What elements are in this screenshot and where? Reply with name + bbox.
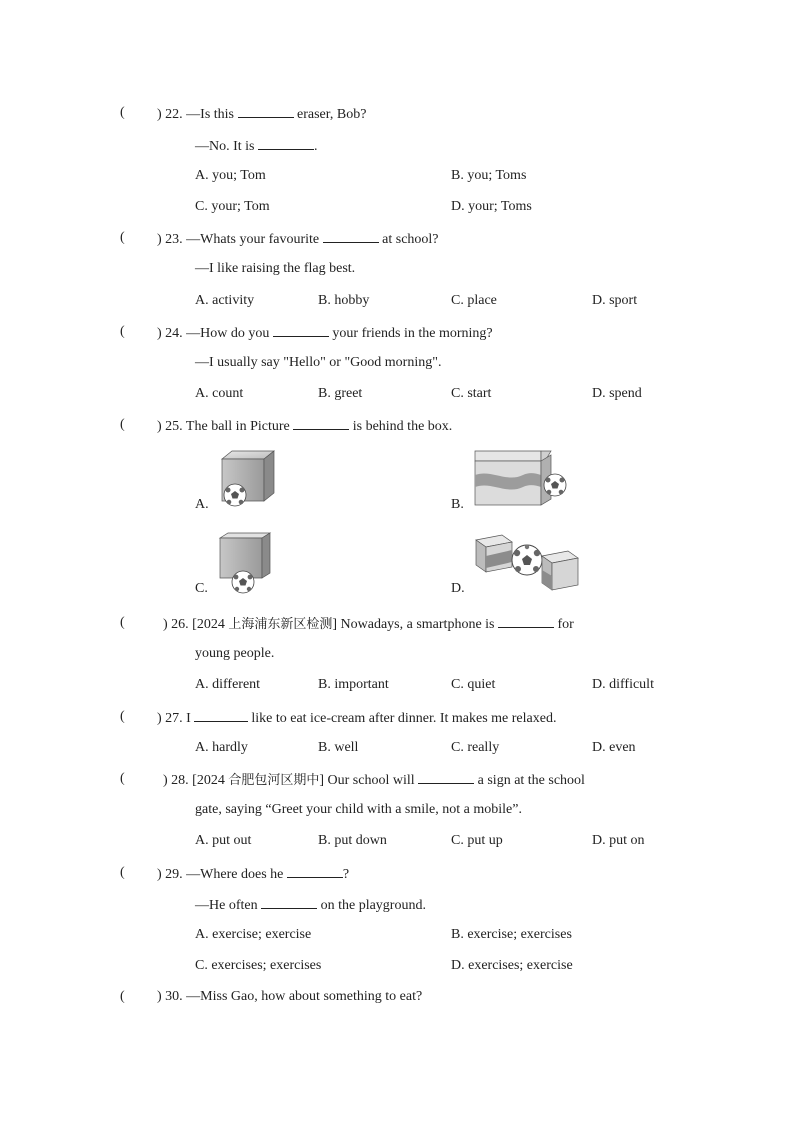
option-b[interactable]: B. hobby: [318, 293, 370, 308]
option-a[interactable]: A. activity: [195, 293, 255, 308]
answer-paren[interactable]: (: [120, 615, 125, 630]
question-continuation: gate, saying “Greet your child with a smile, not a mobile”.: [195, 802, 522, 817]
option-b[interactable]: B. well: [318, 740, 359, 755]
question-number: ) 25.: [157, 419, 183, 434]
answer-blank[interactable]: [261, 895, 317, 909]
source-tag: [192, 773, 324, 788]
question-stem: I: [186, 711, 191, 726]
question-stem: —How do you: [186, 326, 270, 341]
question-stem: like to eat ice-cream after dinner. It makes me relaxed.: [251, 711, 557, 726]
question-25: [157, 416, 452, 436]
question-stem: your friends in the morning?: [332, 326, 493, 341]
answer-paren[interactable]: (: [120, 771, 125, 786]
answer-blank[interactable]: [273, 323, 329, 337]
answer-paren[interactable]: (: [120, 865, 125, 880]
answer-paren[interactable]: (: [120, 417, 125, 432]
question-stem: —Whats your favourite: [186, 232, 320, 247]
option-c[interactable]: C. place: [451, 293, 497, 308]
answer-paren[interactable]: (: [120, 105, 125, 120]
answer-blank[interactable]: [418, 770, 474, 784]
question-number: ) 27.: [157, 711, 183, 726]
option-d[interactable]: D. spend: [592, 386, 642, 401]
answer-paren[interactable]: (: [120, 324, 125, 339]
option-d[interactable]: D.: [451, 581, 465, 596]
question-number: ) 22.: [157, 107, 183, 122]
answer-blank[interactable]: [293, 416, 349, 430]
question-stem: a sign at the school: [477, 773, 585, 788]
question-24: [157, 323, 493, 343]
question-number: ) 28.: [163, 773, 189, 788]
option-c[interactable]: C. your; Tom: [195, 199, 270, 214]
option-a[interactable]: A. hardly: [195, 740, 248, 755]
option-b[interactable]: B. exercise; exercises: [451, 927, 572, 942]
question-number: ) 29.: [157, 867, 183, 882]
option-b[interactable]: B. greet: [318, 386, 363, 401]
question-continuation: young people.: [195, 646, 275, 661]
option-c[interactable]: C. exercises; exercises: [195, 958, 322, 973]
option-d[interactable]: D. put on: [592, 833, 645, 848]
source-tag-bracket: ]: [319, 773, 325, 788]
dialog-punct: .: [314, 139, 318, 154]
question-22-line2: [195, 136, 318, 156]
option-c[interactable]: C.: [195, 581, 208, 596]
question-stem: Nowadays, a smartphone is: [340, 617, 495, 632]
option-d[interactable]: D. your; Toms: [451, 199, 532, 214]
answer-blank[interactable]: [287, 864, 343, 878]
question-stem: for: [557, 617, 574, 632]
option-a[interactable]: A. exercise; exercise: [195, 927, 312, 942]
answer-blank[interactable]: [323, 229, 379, 243]
dialog-line: —No. It is: [195, 139, 255, 154]
answer-blank[interactable]: [258, 136, 314, 150]
picture-a-ball-in-front-of-box-icon[interactable]: [218, 449, 278, 509]
option-d[interactable]: D. sport: [592, 293, 638, 308]
answer-blank[interactable]: [238, 104, 294, 118]
option-d[interactable]: D. exercises; exercise: [451, 958, 573, 973]
dialog-line: on the playground.: [320, 898, 426, 913]
answer-blank[interactable]: [194, 708, 248, 722]
question-stem: eraser, Bob?: [297, 107, 367, 122]
question-number: ) 26.: [163, 617, 189, 632]
question-stem: —Miss Gao, how about something to eat?: [186, 989, 423, 1004]
question-23: [157, 229, 439, 249]
option-c[interactable]: C. put up: [451, 833, 503, 848]
question-27: [157, 708, 556, 728]
option-b[interactable]: B. you; Toms: [451, 168, 527, 183]
dialog-line: —I like raising the flag best.: [195, 261, 356, 276]
question-stem: ?: [342, 867, 350, 882]
answer-paren[interactable]: (: [120, 989, 125, 1004]
question-number: ) 30.: [157, 989, 183, 1004]
answer-blank[interactable]: [498, 614, 554, 628]
source-tag-year: [2024: [192, 617, 225, 632]
option-c[interactable]: C. quiet: [451, 677, 496, 692]
option-d[interactable]: D. difficult: [592, 677, 654, 692]
picture-b-ball-beside-box-icon[interactable]: [471, 449, 571, 509]
question-29-line2: [195, 895, 426, 915]
dialog-line: —He often: [195, 898, 258, 913]
option-a[interactable]: A. put out: [195, 833, 252, 848]
question-22: [157, 104, 366, 124]
question-26: [163, 614, 574, 634]
question-stem: is behind the box.: [352, 419, 453, 434]
question-28: [163, 770, 585, 790]
option-b[interactable]: B.: [451, 497, 464, 512]
source-tag-exam: 上海浦东新区检测: [228, 617, 333, 632]
answer-paren[interactable]: (: [120, 709, 125, 724]
question-number: ) 23.: [157, 232, 183, 247]
source-tag-exam: 合肥包河区期中: [228, 773, 320, 788]
option-b[interactable]: B. put down: [318, 833, 387, 848]
option-a[interactable]: A.: [195, 497, 209, 512]
question-number: ) 24.: [157, 326, 183, 341]
question-stem: —Is this: [186, 107, 235, 122]
option-d[interactable]: D. even: [592, 740, 636, 755]
question-stem: —Where does he: [186, 867, 284, 882]
source-tag-year: [2024: [192, 773, 225, 788]
question-stem: at school?: [382, 232, 439, 247]
option-a[interactable]: A. you; Tom: [195, 168, 266, 183]
question-30: [157, 988, 422, 1006]
dialog-line: —I usually say "Hello" or "Good morning".: [195, 355, 442, 370]
question-29: [157, 864, 349, 884]
question-stem: Our school will: [327, 773, 415, 788]
source-tag-bracket: ]: [332, 617, 338, 632]
option-b[interactable]: B. important: [318, 677, 389, 692]
answer-paren[interactable]: (: [120, 230, 125, 245]
source-tag: [192, 617, 337, 632]
question-stem: The ball in Picture: [185, 419, 290, 434]
option-c[interactable]: C. start: [451, 386, 492, 401]
picture-c-ball-under-box-icon[interactable]: [218, 532, 278, 594]
picture-d-ball-between-boxes-icon[interactable]: [472, 532, 584, 592]
option-a[interactable]: A. different: [195, 677, 261, 692]
option-a[interactable]: A. count: [195, 386, 244, 401]
option-c[interactable]: C. really: [451, 740, 500, 755]
